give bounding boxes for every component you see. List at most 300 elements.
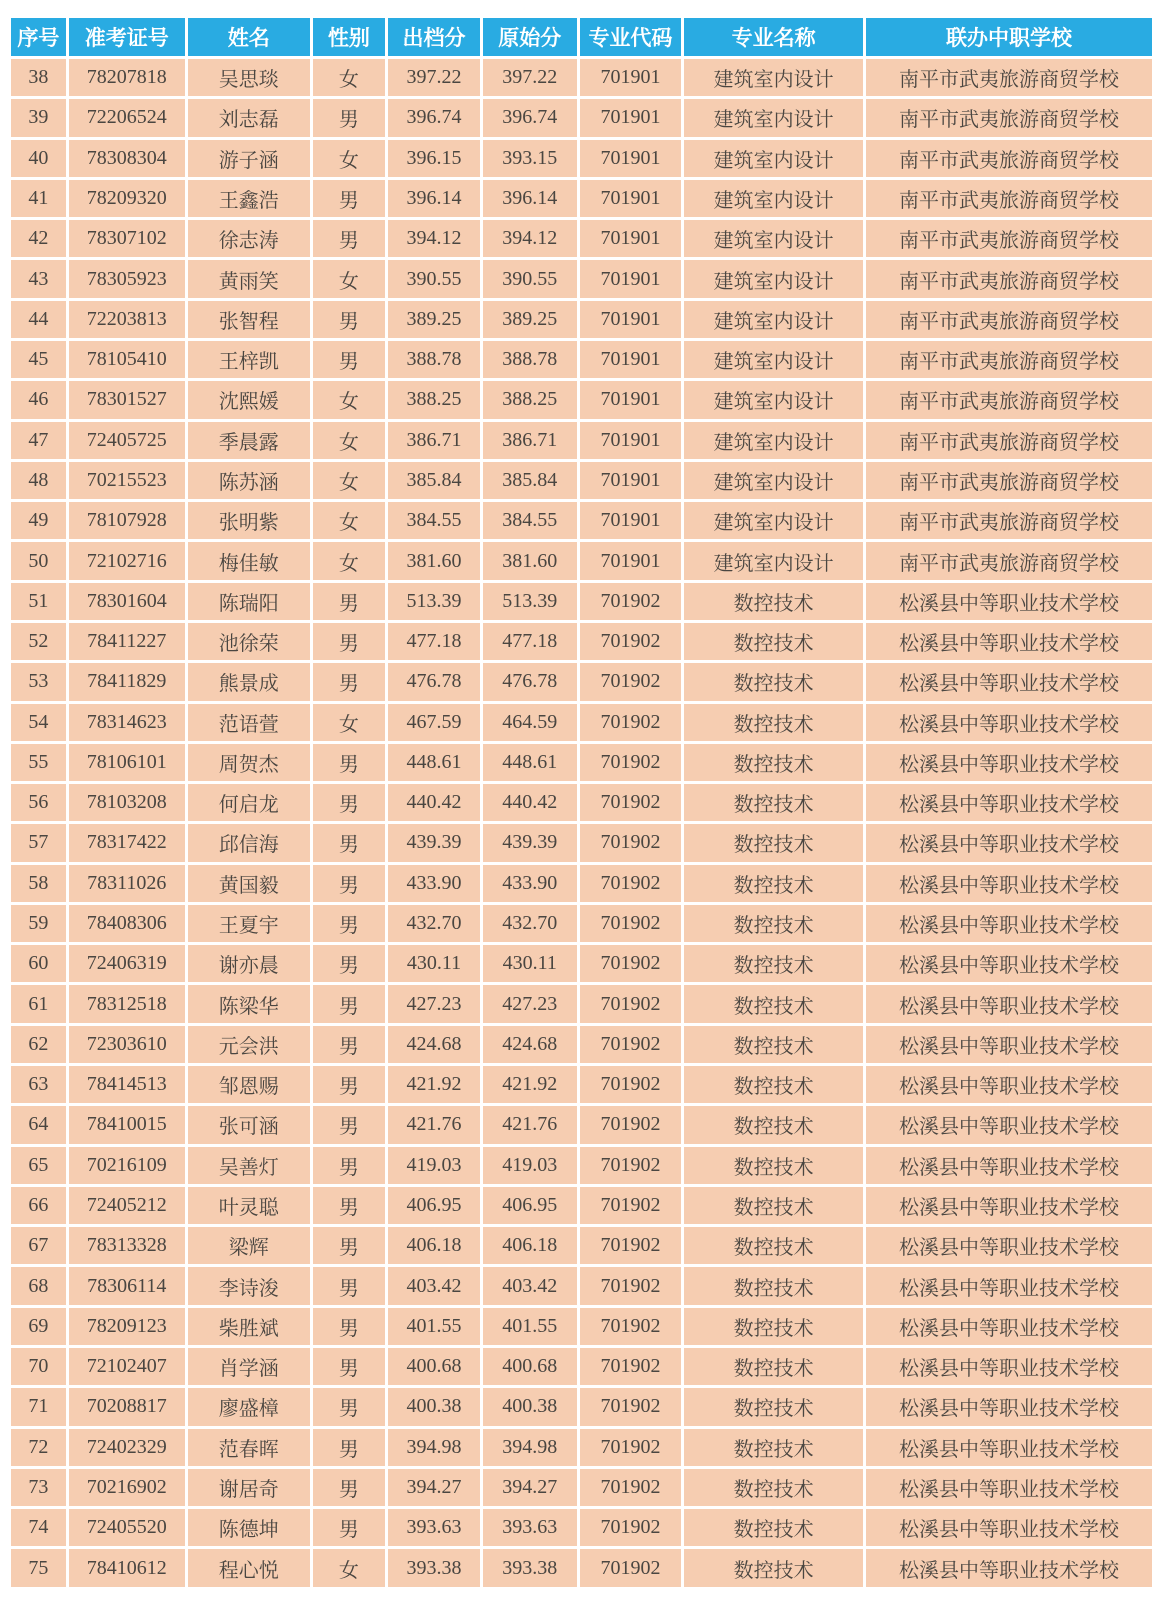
cell-major-code: 701902: [580, 1106, 682, 1143]
cell-exam-id: 72102407: [69, 1348, 185, 1385]
cell-exam-id: 78209320: [69, 180, 185, 217]
cell-raw-score: 432.70: [483, 905, 577, 942]
cell-school: 松溪县中等职业技术学校: [866, 985, 1152, 1022]
cell-school: 松溪县中等职业技术学校: [866, 824, 1152, 861]
cell-admit-score: 477.18: [388, 623, 480, 660]
cell-index: 51: [11, 583, 66, 620]
cell-exam-id: 78311026: [69, 865, 185, 902]
table-row: [11, 1147, 1152, 1184]
cell-index: 42: [11, 220, 66, 257]
cell-raw-score: 424.68: [483, 1026, 577, 1063]
cell-exam-id: 78312518: [69, 985, 185, 1022]
cell-gender: 男: [313, 744, 386, 781]
cell-major-name: 数控技术: [684, 865, 863, 902]
cell-major-code: 701902: [580, 865, 682, 902]
cell-major-code: 701901: [580, 220, 682, 257]
cell-major-name: 数控技术: [684, 1308, 863, 1345]
cell-major-name: 数控技术: [684, 1549, 863, 1587]
cell-exam-id: 78414513: [69, 1066, 185, 1103]
cell-admit-score: 476.78: [388, 663, 480, 700]
cell-exam-id: 78314623: [69, 704, 185, 741]
cell-exam-id: 78103208: [69, 784, 185, 821]
cell-admit-score: 440.42: [388, 784, 480, 821]
cell-major-name: 数控技术: [684, 784, 863, 821]
cell-raw-score: 396.74: [483, 99, 577, 136]
cell-gender: 男: [313, 784, 386, 821]
cell-gender: 男: [313, 1106, 386, 1143]
cell-school: 南平市武夷旅游商贸学校: [866, 99, 1152, 136]
cell-exam-id: 70215523: [69, 462, 185, 499]
cell-major-code: 701902: [580, 744, 682, 781]
cell-exam-id: 78105410: [69, 341, 185, 378]
cell-gender: 男: [313, 824, 386, 861]
table-row: [11, 1267, 1152, 1304]
cell-major-name: 建筑室内设计: [684, 220, 863, 257]
cell-major-code: 701901: [580, 462, 682, 499]
cell-major-code: 701902: [580, 1227, 682, 1264]
cell-major-name: 数控技术: [684, 704, 863, 741]
cell-raw-score: 396.14: [483, 180, 577, 217]
table-row: [11, 260, 1152, 297]
table-body: [11, 59, 1152, 1587]
table-row: [11, 1026, 1152, 1063]
cell-admit-score: 381.60: [388, 542, 480, 579]
cell-index: 46: [11, 381, 66, 418]
cell-name: 黄国毅: [188, 865, 310, 902]
cell-admit-score: 396.74: [388, 99, 480, 136]
cell-index: 57: [11, 824, 66, 861]
cell-major-name: 数控技术: [684, 945, 863, 982]
cell-gender: 男: [313, 583, 386, 620]
table-row: [11, 744, 1152, 781]
cell-exam-id: 78411829: [69, 663, 185, 700]
cell-index: 60: [11, 945, 66, 982]
cell-gender: 女: [313, 462, 386, 499]
cell-name: 王鑫浩: [188, 180, 310, 217]
cell-raw-score: 393.63: [483, 1509, 577, 1546]
cell-school: 南平市武夷旅游商贸学校: [866, 140, 1152, 177]
cell-major-name: 数控技术: [684, 1429, 863, 1466]
cell-school: 南平市武夷旅游商贸学校: [866, 422, 1152, 459]
cell-major-code: 701902: [580, 583, 682, 620]
cell-name: 陈梁华: [188, 985, 310, 1022]
cell-school: 松溪县中等职业技术学校: [866, 623, 1152, 660]
cell-gender: 男: [313, 1308, 386, 1345]
cell-school: 松溪县中等职业技术学校: [866, 945, 1152, 982]
cell-admit-score: 421.92: [388, 1066, 480, 1103]
cell-raw-score: 464.59: [483, 704, 577, 741]
cell-major-code: 701901: [580, 542, 682, 579]
cell-index: 66: [11, 1187, 66, 1224]
cell-major-name: 数控技术: [684, 824, 863, 861]
cell-raw-score: 388.25: [483, 381, 577, 418]
cell-exam-id: 78305923: [69, 260, 185, 297]
cell-exam-id: 78301527: [69, 381, 185, 418]
table-row: [11, 704, 1152, 741]
cell-school: 松溪县中等职业技术学校: [866, 1267, 1152, 1304]
cell-major-code: 701902: [580, 1469, 682, 1506]
cell-admit-score: 432.70: [388, 905, 480, 942]
cell-raw-score: 397.22: [483, 59, 577, 96]
cell-index: 70: [11, 1348, 66, 1385]
cell-major-code: 701902: [580, 1388, 682, 1425]
cell-admit-score: 401.55: [388, 1308, 480, 1345]
cell-exam-id: 72406319: [69, 945, 185, 982]
cell-gender: 男: [313, 1509, 386, 1546]
cell-gender: 男: [313, 341, 386, 378]
cell-gender: 男: [313, 1469, 386, 1506]
cell-major-name: 数控技术: [684, 1469, 863, 1506]
cell-exam-id: 78301604: [69, 583, 185, 620]
cell-major-code: 701901: [580, 140, 682, 177]
cell-admit-score: 388.25: [388, 381, 480, 418]
header-school: 联办中职学校: [866, 18, 1152, 56]
cell-major-code: 701902: [580, 1549, 682, 1587]
cell-exam-id: 78306114: [69, 1267, 185, 1304]
cell-index: 55: [11, 744, 66, 781]
cell-admit-score: 467.59: [388, 704, 480, 741]
cell-name: 梅佳敏: [188, 542, 310, 579]
cell-gender: 男: [313, 865, 386, 902]
table-row: [11, 1106, 1152, 1143]
cell-major-name: 数控技术: [684, 1147, 863, 1184]
cell-major-code: 701902: [580, 1066, 682, 1103]
table-row: [11, 341, 1152, 378]
cell-raw-score: 384.55: [483, 502, 577, 539]
cell-gender: 女: [313, 381, 386, 418]
cell-school: 松溪县中等职业技术学校: [866, 704, 1152, 741]
cell-exam-id: 72203813: [69, 301, 185, 338]
cell-raw-score: 385.84: [483, 462, 577, 499]
cell-index: 71: [11, 1388, 66, 1425]
cell-raw-score: 394.12: [483, 220, 577, 257]
cell-school: 松溪县中等职业技术学校: [866, 744, 1152, 781]
cell-school: 松溪县中等职业技术学校: [866, 1348, 1152, 1385]
cell-major-code: 701901: [580, 502, 682, 539]
cell-school: 松溪县中等职业技术学校: [866, 1469, 1152, 1506]
cell-major-name: 建筑室内设计: [684, 140, 863, 177]
cell-admit-score: 390.55: [388, 260, 480, 297]
table-row: [11, 301, 1152, 338]
cell-raw-score: 439.39: [483, 824, 577, 861]
cell-major-name: 数控技术: [684, 1066, 863, 1103]
cell-school: 南平市武夷旅游商贸学校: [866, 180, 1152, 217]
cell-major-name: 建筑室内设计: [684, 341, 863, 378]
cell-gender: 女: [313, 59, 386, 96]
header-name: 姓名: [188, 18, 310, 56]
header-row: [11, 18, 1152, 56]
cell-exam-id: 78308304: [69, 140, 185, 177]
table-row: [11, 542, 1152, 579]
cell-major-name: 数控技术: [684, 1348, 863, 1385]
table-row: [11, 180, 1152, 217]
cell-school: 松溪县中等职业技术学校: [866, 1549, 1152, 1587]
cell-school: 松溪县中等职业技术学校: [866, 1308, 1152, 1345]
table-row: [11, 623, 1152, 660]
cell-name: 游子涵: [188, 140, 310, 177]
cell-raw-score: 427.23: [483, 985, 577, 1022]
cell-admit-score: 396.15: [388, 140, 480, 177]
table-row: [11, 1429, 1152, 1466]
cell-major-code: 701902: [580, 1187, 682, 1224]
table-row: [11, 865, 1152, 902]
cell-major-code: 701902: [580, 1147, 682, 1184]
cell-admit-score: 424.68: [388, 1026, 480, 1063]
cell-gender: 女: [313, 140, 386, 177]
cell-name: 谢亦晨: [188, 945, 310, 982]
cell-admit-score: 448.61: [388, 744, 480, 781]
cell-school: 松溪县中等职业技术学校: [866, 1066, 1152, 1103]
cell-gender: 男: [313, 1348, 386, 1385]
cell-major-name: 数控技术: [684, 1267, 863, 1304]
cell-school: 松溪县中等职业技术学校: [866, 1026, 1152, 1063]
cell-raw-score: 406.95: [483, 1187, 577, 1224]
table-row: [11, 99, 1152, 136]
cell-major-code: 701902: [580, 623, 682, 660]
cell-name: 张可涵: [188, 1106, 310, 1143]
cell-raw-score: 394.27: [483, 1469, 577, 1506]
cell-index: 73: [11, 1469, 66, 1506]
cell-raw-score: 401.55: [483, 1308, 577, 1345]
cell-major-name: 建筑室内设计: [684, 180, 863, 217]
cell-gender: 男: [313, 1388, 386, 1425]
cell-major-name: 建筑室内设计: [684, 99, 863, 136]
cell-raw-score: 400.68: [483, 1348, 577, 1385]
cell-exam-id: 78410612: [69, 1549, 185, 1587]
cell-index: 59: [11, 905, 66, 942]
table-row: [11, 663, 1152, 700]
table-row: [11, 905, 1152, 942]
cell-admit-score: 406.18: [388, 1227, 480, 1264]
cell-exam-id: 78317422: [69, 824, 185, 861]
cell-exam-id: 72206524: [69, 99, 185, 136]
cell-school: 南平市武夷旅游商贸学校: [866, 220, 1152, 257]
table-row: [11, 1509, 1152, 1546]
admission-score-table: [8, 15, 1155, 1590]
cell-school: 南平市武夷旅游商贸学校: [866, 59, 1152, 96]
cell-raw-score: 476.78: [483, 663, 577, 700]
cell-name: 吴善灯: [188, 1147, 310, 1184]
cell-gender: 男: [313, 663, 386, 700]
cell-admit-score: 394.27: [388, 1469, 480, 1506]
table-row: [11, 985, 1152, 1022]
cell-raw-score: 421.92: [483, 1066, 577, 1103]
cell-name: 梁辉: [188, 1227, 310, 1264]
cell-exam-id: 78410015: [69, 1106, 185, 1143]
cell-exam-id: 78411227: [69, 623, 185, 660]
cell-gender: 男: [313, 1066, 386, 1103]
cell-raw-score: 430.11: [483, 945, 577, 982]
table-row: [11, 1227, 1152, 1264]
cell-name: 廖盛樟: [188, 1388, 310, 1425]
cell-admit-score: 419.03: [388, 1147, 480, 1184]
table-header: [11, 18, 1152, 56]
cell-index: 52: [11, 623, 66, 660]
table-row: [11, 1187, 1152, 1224]
cell-gender: 男: [313, 99, 386, 136]
cell-index: 50: [11, 542, 66, 579]
cell-raw-score: 440.42: [483, 784, 577, 821]
cell-name: 陈瑞阳: [188, 583, 310, 620]
cell-gender: 男: [313, 180, 386, 217]
cell-index: 75: [11, 1549, 66, 1587]
cell-admit-score: 400.68: [388, 1348, 480, 1385]
cell-school: 松溪县中等职业技术学校: [866, 865, 1152, 902]
cell-index: 41: [11, 180, 66, 217]
cell-index: 48: [11, 462, 66, 499]
cell-admit-score: 421.76: [388, 1106, 480, 1143]
cell-index: 54: [11, 704, 66, 741]
cell-admit-score: 513.39: [388, 583, 480, 620]
cell-index: 64: [11, 1106, 66, 1143]
cell-exam-id: 78107928: [69, 502, 185, 539]
cell-exam-id: 78313328: [69, 1227, 185, 1264]
cell-index: 61: [11, 985, 66, 1022]
cell-raw-score: 477.18: [483, 623, 577, 660]
cell-raw-score: 381.60: [483, 542, 577, 579]
cell-name: 沈熙媛: [188, 381, 310, 418]
cell-major-name: 数控技术: [684, 1026, 863, 1063]
cell-index: 65: [11, 1147, 66, 1184]
cell-raw-score: 433.90: [483, 865, 577, 902]
cell-name: 李诗浚: [188, 1267, 310, 1304]
cell-exam-id: 72102716: [69, 542, 185, 579]
cell-admit-score: 406.95: [388, 1187, 480, 1224]
cell-exam-id: 70208817: [69, 1388, 185, 1425]
cell-gender: 男: [313, 1267, 386, 1304]
cell-school: 南平市武夷旅游商贸学校: [866, 260, 1152, 297]
cell-major-code: 701902: [580, 1026, 682, 1063]
cell-major-name: 建筑室内设计: [684, 422, 863, 459]
table-row: [11, 502, 1152, 539]
cell-gender: 女: [313, 502, 386, 539]
cell-major-name: 建筑室内设计: [684, 301, 863, 338]
cell-gender: 女: [313, 260, 386, 297]
cell-gender: 男: [313, 220, 386, 257]
cell-name: 谢居奇: [188, 1469, 310, 1506]
cell-major-name: 数控技术: [684, 1106, 863, 1143]
table-row: [11, 1469, 1152, 1506]
cell-raw-score: 448.61: [483, 744, 577, 781]
cell-school: 南平市武夷旅游商贸学校: [866, 381, 1152, 418]
cell-admit-score: 403.42: [388, 1267, 480, 1304]
cell-admit-score: 388.78: [388, 341, 480, 378]
header-gender: 性别: [313, 18, 386, 56]
cell-name: 周贺杰: [188, 744, 310, 781]
cell-gender: 男: [313, 623, 386, 660]
cell-exam-id: 78106101: [69, 744, 185, 781]
table-row: [11, 1066, 1152, 1103]
cell-name: 王夏宇: [188, 905, 310, 942]
table-row: [11, 784, 1152, 821]
cell-raw-score: 419.03: [483, 1147, 577, 1184]
cell-index: 72: [11, 1429, 66, 1466]
cell-major-code: 701902: [580, 824, 682, 861]
cell-exam-id: 72405212: [69, 1187, 185, 1224]
cell-raw-score: 390.55: [483, 260, 577, 297]
cell-major-name: 数控技术: [684, 985, 863, 1022]
table-row: [11, 462, 1152, 499]
table-row: [11, 1388, 1152, 1425]
cell-raw-score: 386.71: [483, 422, 577, 459]
table-row: [11, 140, 1152, 177]
cell-index: 47: [11, 422, 66, 459]
cell-school: 南平市武夷旅游商贸学校: [866, 502, 1152, 539]
header-index: 序号: [11, 18, 66, 56]
cell-gender: 男: [313, 1187, 386, 1224]
cell-raw-score: 421.76: [483, 1106, 577, 1143]
cell-gender: 女: [313, 704, 386, 741]
cell-index: 63: [11, 1066, 66, 1103]
cell-name: 邹恩赐: [188, 1066, 310, 1103]
cell-major-code: 701902: [580, 985, 682, 1022]
cell-major-name: 数控技术: [684, 623, 863, 660]
cell-major-code: 701902: [580, 1429, 682, 1466]
cell-major-code: 701901: [580, 99, 682, 136]
cell-major-code: 701902: [580, 704, 682, 741]
cell-admit-score: 430.11: [388, 945, 480, 982]
header-major-code: 专业代码: [580, 18, 682, 56]
cell-index: 58: [11, 865, 66, 902]
cell-major-code: 701901: [580, 301, 682, 338]
cell-name: 王梓凯: [188, 341, 310, 378]
cell-school: 南平市武夷旅游商贸学校: [866, 542, 1152, 579]
table-row: [11, 824, 1152, 861]
cell-admit-score: 400.38: [388, 1388, 480, 1425]
cell-major-code: 701902: [580, 1267, 682, 1304]
cell-school: 松溪县中等职业技术学校: [866, 784, 1152, 821]
cell-major-code: 701901: [580, 381, 682, 418]
cell-index: 45: [11, 341, 66, 378]
cell-index: 43: [11, 260, 66, 297]
cell-gender: 男: [313, 1147, 386, 1184]
cell-name: 季晨露: [188, 422, 310, 459]
cell-exam-id: 78307102: [69, 220, 185, 257]
cell-name: 刘志磊: [188, 99, 310, 136]
cell-gender: 女: [313, 1549, 386, 1587]
cell-major-code: 701902: [580, 905, 682, 942]
cell-name: 张明紫: [188, 502, 310, 539]
table-row: [11, 422, 1152, 459]
cell-name: 元会洪: [188, 1026, 310, 1063]
cell-school: 南平市武夷旅游商贸学校: [866, 301, 1152, 338]
cell-school: 松溪县中等职业技术学校: [866, 583, 1152, 620]
cell-name: 范语萱: [188, 704, 310, 741]
cell-name: 张智程: [188, 301, 310, 338]
cell-exam-id: 72405520: [69, 1509, 185, 1546]
table-row: [11, 1348, 1152, 1385]
cell-name: 邱信海: [188, 824, 310, 861]
cell-raw-score: 388.78: [483, 341, 577, 378]
cell-major-name: 数控技术: [684, 1509, 863, 1546]
cell-major-code: 701901: [580, 341, 682, 378]
cell-name: 叶灵聪: [188, 1187, 310, 1224]
cell-gender: 女: [313, 422, 386, 459]
table-row: [11, 945, 1152, 982]
cell-index: 40: [11, 140, 66, 177]
cell-raw-score: 389.25: [483, 301, 577, 338]
cell-major-code: 701902: [580, 663, 682, 700]
cell-major-code: 701901: [580, 260, 682, 297]
cell-name: 池徐荣: [188, 623, 310, 660]
cell-major-name: 建筑室内设计: [684, 502, 863, 539]
cell-gender: 男: [313, 985, 386, 1022]
cell-gender: 男: [313, 1227, 386, 1264]
cell-major-name: 建筑室内设计: [684, 59, 863, 96]
cell-exam-id: 70216902: [69, 1469, 185, 1506]
cell-major-code: 701902: [580, 784, 682, 821]
header-admit-score: 出档分: [388, 18, 480, 56]
